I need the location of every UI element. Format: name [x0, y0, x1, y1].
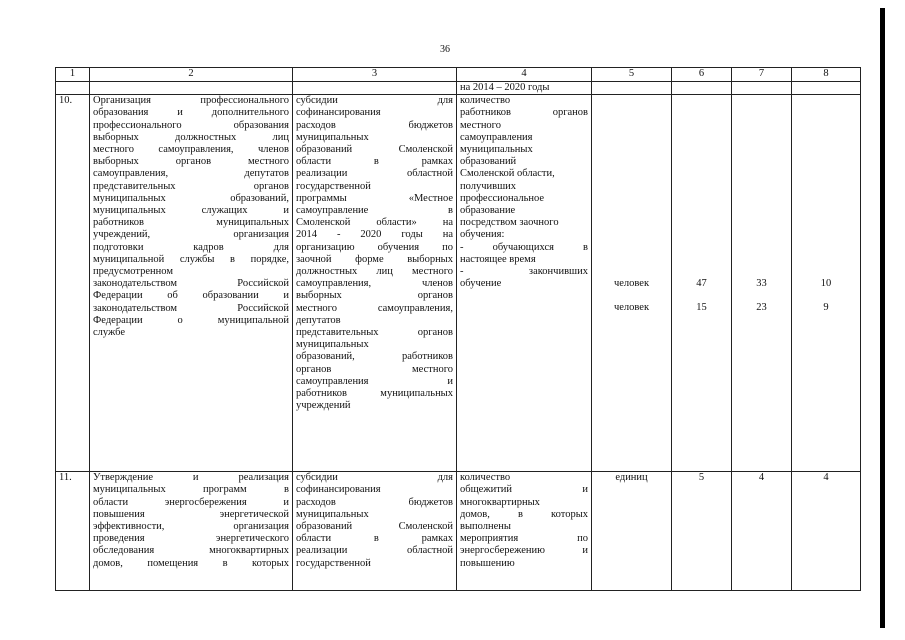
text-line: области в рамках	[296, 156, 453, 168]
text-line: обследования многоквартирных	[93, 545, 289, 557]
text-line: работников муниципальных	[296, 388, 453, 400]
header-cell: 1	[56, 68, 90, 82]
text-line: реализации областной	[296, 545, 453, 557]
text-line: энергосбережению и	[460, 545, 588, 557]
text-line: 2014 - 2020 годы на	[296, 229, 453, 241]
header-cell: 8	[792, 68, 861, 82]
header-row	[56, 68, 861, 82]
text-line: обучения:	[460, 229, 505, 241]
empty-cell	[732, 82, 792, 95]
text-line: - закончивших	[460, 266, 588, 278]
table-row	[56, 95, 861, 472]
text-line: законодательством Российской	[93, 278, 289, 290]
measure-name-cell	[90, 95, 293, 472]
text-line: реализации областной	[296, 168, 453, 180]
indicator-value: 33	[756, 278, 767, 290]
text-line: муниципальных служащих и	[93, 205, 289, 217]
text-line: работников муниципальных	[93, 217, 289, 229]
empty-cell	[592, 82, 672, 95]
header-cell: 2	[90, 68, 293, 82]
page-number: 36	[440, 44, 450, 55]
text-line: должностных лиц местного	[296, 266, 453, 278]
empty-cell	[792, 82, 861, 95]
subheader-row	[56, 82, 861, 95]
text-line: Утверждение и реализация	[93, 472, 289, 484]
text-line: органов местного	[296, 363, 453, 375]
period-cell: на 2014 – 2020 годы	[457, 82, 592, 95]
text-line: софинансирования	[296, 107, 381, 119]
measure-name-cell	[90, 472, 293, 591]
text-line: законодательством Российской	[93, 302, 289, 314]
unit-value: человек	[613, 302, 650, 314]
text-line: муниципальной службы в порядке,	[93, 253, 289, 265]
indicator-value: 9	[823, 302, 829, 314]
text-line: программы «Местное	[296, 192, 453, 204]
empty-cell	[672, 82, 732, 95]
text-line: количество	[460, 472, 511, 484]
text-line: государственной	[296, 557, 371, 569]
text-line: муниципальных	[460, 144, 533, 156]
text-line: расходов бюджетов	[296, 119, 453, 131]
text-line: самоуправление в	[296, 205, 453, 217]
text-line: образование	[460, 205, 516, 217]
text-line: субсидии для	[296, 95, 453, 107]
funding-source-cell	[293, 95, 457, 472]
value-cell-col7: 4	[732, 472, 792, 591]
text-line: образования и дополнительного	[93, 107, 289, 119]
funding-source-cell	[293, 472, 457, 591]
text-line: получивших	[460, 180, 517, 192]
header-cell: 3	[293, 68, 457, 82]
text-line: представительных органов	[296, 327, 453, 339]
text-line: многоквартирных	[460, 496, 540, 508]
text-line: самоуправления	[460, 131, 533, 143]
text-line: подготовки кадров для	[93, 241, 289, 253]
text-line: муниципальных	[296, 339, 369, 351]
text-line: самоуправления, депутатов	[93, 168, 289, 180]
text-line: эффективности, организация	[93, 521, 289, 533]
indicator-value: 15	[696, 302, 707, 314]
value-cell-col6: 5	[672, 472, 732, 591]
text-line: повышения энергетической	[93, 508, 289, 520]
empty-cell	[90, 82, 293, 95]
text-line: количество	[460, 95, 511, 107]
value-cell-col8: 4	[792, 472, 861, 591]
text-line: профессионального образования	[93, 119, 289, 131]
indicator-value: 23	[756, 302, 767, 314]
text-line: учреждений	[296, 400, 351, 412]
text-line: обучение	[460, 278, 502, 290]
text-line: области энергосбережения и	[93, 496, 289, 508]
text-line: софинансирования	[296, 484, 381, 496]
text-line: государственной	[296, 180, 371, 192]
program-table	[55, 67, 861, 591]
text-line: выборных органов местного	[93, 156, 289, 168]
text-line: Федерации об образовании и	[93, 290, 289, 302]
unit-cell: единиц	[592, 472, 672, 591]
text-line: местного самоуправления, членов	[93, 144, 289, 156]
text-line: предусмотренном	[93, 266, 173, 278]
text-line: выборных органов	[296, 290, 453, 302]
text-line: местного	[460, 119, 501, 131]
text-line: субсидии для	[296, 472, 453, 484]
text-line: домов, помещения в которых	[93, 557, 289, 569]
text-line: муниципальных программ в	[93, 484, 289, 496]
text-line: образований Смоленской	[296, 521, 453, 533]
text-line: образований	[460, 156, 517, 168]
text-line: организацию обучения по	[296, 241, 453, 253]
text-line: образований Смоленской	[296, 144, 453, 156]
header-cell: 6	[672, 68, 732, 82]
unit-cell	[592, 95, 672, 472]
text-line: настоящее время	[460, 253, 536, 265]
text-line: заочной форме выборных	[296, 253, 453, 265]
value-cell-col6	[672, 95, 732, 472]
indicator-value: 47	[696, 278, 707, 290]
value-cell-col8	[792, 95, 861, 472]
indicator-value: 10	[820, 278, 832, 290]
header-cell: 4	[457, 68, 592, 82]
text-line: Организация профессионального	[93, 95, 289, 107]
empty-cell	[56, 82, 90, 95]
text-line: местного самоуправления,	[296, 302, 453, 314]
text-line: работников органов	[460, 107, 588, 119]
text-line: проведения энергетического	[93, 533, 289, 545]
text-line: муниципальных	[296, 508, 369, 520]
text-line: Федерации о муниципальной	[93, 314, 289, 326]
text-line: области в рамках	[296, 533, 453, 545]
text-line: выборных должностных лиц	[93, 131, 289, 143]
text-line: Смоленской области» на	[296, 217, 453, 229]
text-line: расходов бюджетов	[296, 496, 453, 508]
header-cell: 7	[732, 68, 792, 82]
empty-cell	[293, 82, 457, 95]
text-line: домов, в которых	[460, 508, 588, 520]
text-line: профессиональное	[460, 192, 545, 204]
header-cell: 5	[592, 68, 672, 82]
indicator-cell	[457, 95, 592, 472]
text-line: представительных органов	[93, 180, 289, 192]
indicator-cell	[457, 472, 592, 591]
unit-value: человек	[613, 278, 650, 290]
text-line: Смоленской области,	[460, 168, 555, 180]
value-cell-col7	[732, 95, 792, 472]
scan-edge-bar	[880, 8, 885, 628]
text-line: самоуправления, членов	[296, 278, 453, 290]
text-line: образований, работников	[296, 351, 453, 363]
table-row	[56, 472, 861, 591]
text-line: общежитий и	[460, 484, 588, 496]
text-line: выполнены	[460, 521, 511, 533]
text-line: самоуправления и	[296, 375, 453, 387]
row-number: 10.	[56, 95, 90, 472]
text-line: депутатов	[296, 314, 341, 326]
text-line: учреждений, организация	[93, 229, 289, 241]
text-line: службе	[93, 327, 125, 339]
text-line: повышению	[460, 557, 515, 569]
row-number: 11.	[56, 472, 90, 591]
text-line: муниципальных образований,	[93, 192, 289, 204]
text-line: посредством заочного	[460, 217, 559, 229]
text-line: - обучающихся в	[460, 241, 588, 253]
text-line: мероприятия по	[460, 533, 588, 545]
text-line: муниципальных	[296, 131, 369, 143]
